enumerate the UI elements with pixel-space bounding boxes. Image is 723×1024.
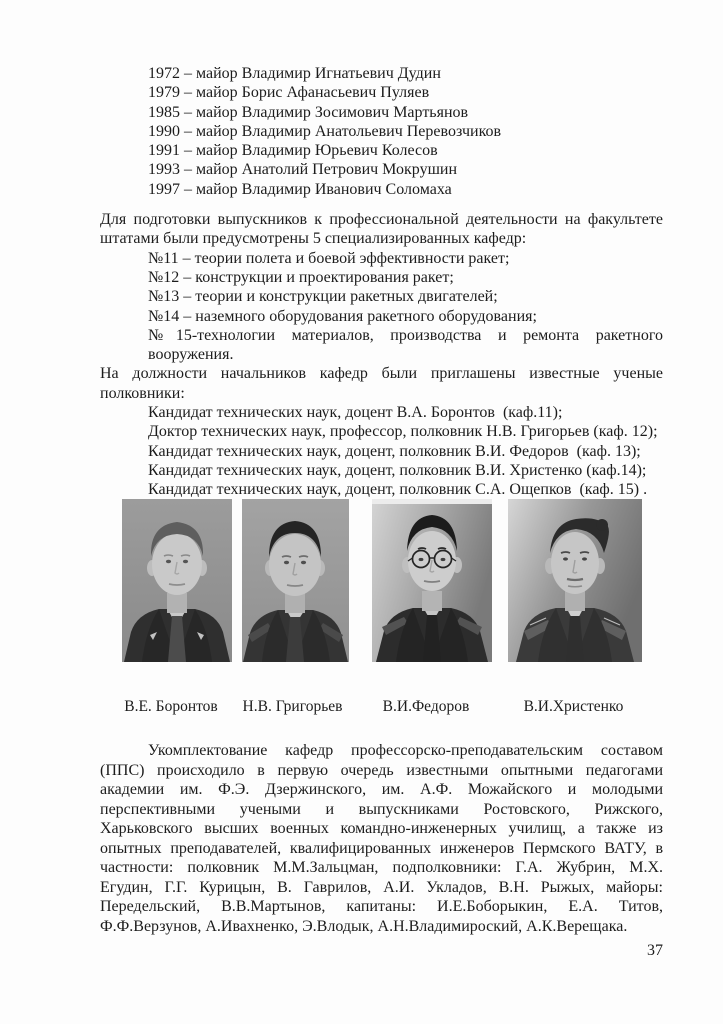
chiefs-intro: [100, 364, 663, 403]
departments-list: [148, 249, 663, 365]
commander-entry: 1985 – майор Владимир Зосимович Мартьянов: [148, 103, 469, 121]
paragraph-line: перспективными учеными и выпускниками Ростовского, Рижского,: [100, 800, 663, 818]
chief-entry: Доктор технических наук, профессор, полковник Н.В. Григорьев (каф. 12);: [148, 423, 658, 441]
closing-paragraph: [100, 741, 663, 936]
chief-entry: Кандидат технических наук, доцент В.А. Боронтов (каф.11);: [148, 404, 563, 422]
chief-entry: Кандидат технических наук, доцент, полковник В.И. Федоров (каф. 13);: [148, 442, 641, 460]
paragraph-line: частности: полковник М.М.Зальцман, подполковники: Г.А. Жубрин, М.Х.: [100, 859, 663, 876]
commander-entry: 1993 – майор Анатолий Петрович Мокрушин: [148, 161, 458, 179]
paragraph-line: (ППС) происходило в первую очередь известными опытными педагогами: [100, 761, 663, 779]
photo-khristenko: [508, 499, 642, 662]
department-entry: №12 – конструкции и проектирования ракет;: [148, 268, 454, 286]
photo-caption: В.Е. Боронтов: [124, 698, 218, 715]
portrait-image: [242, 499, 349, 662]
portrait-image: [508, 499, 642, 662]
portrait-image: [372, 499, 492, 662]
department-entry: №13 – теории и конструкции ракетных двигателей;: [148, 288, 498, 306]
commander-entry: 1990 – майор Владимир Анатольевич Перевозчиков: [148, 122, 502, 140]
paragraph-line: Укомплектование кафедр профессорско-преподавательским составом: [148, 742, 663, 759]
commander-entry: 1997 – майор Владимир Иванович Соломаха: [148, 180, 452, 198]
photo-fedorov: [372, 499, 492, 662]
paragraph-line: полковники:: [100, 384, 185, 402]
portrait-image: [122, 499, 232, 662]
page-number: 37: [647, 942, 663, 959]
photo-borontov: [122, 499, 232, 662]
paragraph-line: штатами были предусмотрены 5 специализированных кафедр:: [100, 230, 527, 248]
departments-intro: [100, 210, 663, 249]
photo-caption: В.И.Федоров: [382, 698, 470, 715]
photo-caption: В.И.Христенко: [523, 698, 624, 715]
paragraph-line: Ф.Ф.Верзунов, А.Ивахненко, Э.Влодык, А.Н.Владимироский, А.К.Верещака.: [100, 917, 628, 935]
photo-grigorev: [242, 499, 349, 662]
chief-entry: Кандидат технических наук, доцент, полковник В.И. Христенко (каф.14);: [148, 461, 647, 479]
commanders-list: [148, 64, 663, 199]
paragraph-line: опытных преподавателей, квалифицированных инженеров Пермского ВАТУ, в: [100, 839, 663, 857]
paragraph-line: Харьковского высших военных командно-инженерных училищ, а также из: [100, 820, 663, 837]
commander-entry: 1991 – майор Владимир Юрьевич Колесов: [148, 142, 438, 160]
department-entry: вооружения.: [148, 346, 234, 364]
paragraph-line: На должности начальников кафедр были приглашены известные ученые: [100, 365, 663, 383]
paragraph-line: Передельский, В.В.Мартынов, капитаны: И.Е.Боборыкин, Е.А. Титов,: [100, 898, 663, 915]
photo-caption: Н.В. Григорьев: [242, 698, 343, 715]
department-entry: №11 – теории полета и боевой эффективности ракет;: [148, 249, 510, 267]
paragraph-line: Егудин, Г.Г. Курицын, В. Гаврилов, А.И. Укладов, В.Н. Рыжых, майоры:: [100, 878, 663, 896]
department-entry: №15-технологии материалов, производства и ремонта ракетного: [148, 326, 663, 344]
paragraph-line: Для подготовки выпускников к профессиональной деятельности на факультете: [100, 211, 663, 229]
paragraph-line: академии им. Ф.Э. Дзержинского, им. А.Ф. Можайского и молодыми: [100, 781, 663, 798]
department-entry: №14 – наземного оборудования ракетного оборудования;: [148, 307, 537, 325]
commander-entry: 1979 – майор Борис Афанасьевич Пуляев: [148, 84, 430, 102]
chiefs-list: [148, 403, 663, 499]
chief-entry: Кандидат технических наук, доцент, полковник С.А. Ощепков (каф. 15) .: [148, 481, 648, 499]
commander-entry: 1972 – майор Владимир Игнатьевич Дудин: [148, 65, 441, 82]
